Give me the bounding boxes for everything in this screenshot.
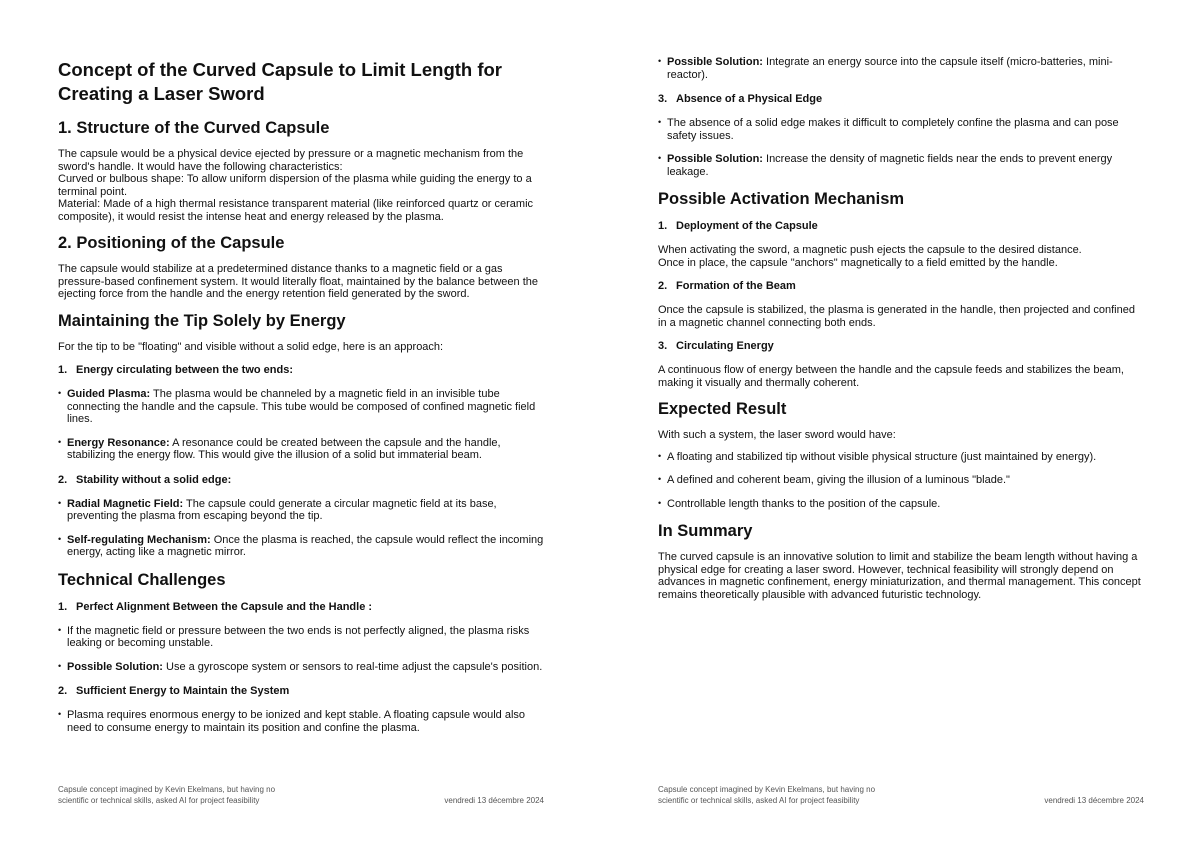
right-page-content: [658, 56, 1146, 610]
subheading-stability: [58, 473, 546, 487]
item-label: Possible Solution:: [667, 153, 763, 165]
section-heading-summary: In Summary: [658, 522, 753, 540]
right-page: [600, 0, 1200, 849]
deployment-line: When activating the sword, a magnetic push ejects the capsule to the desired distance.: [658, 244, 1082, 256]
deployment-paragraph: [658, 244, 1146, 269]
subheading-number: 2.: [58, 473, 68, 486]
structure-line: The capsule would be a physical device ejected by pressure or a magnetic mechanism from the sword's handle. It would have the following characteristics:: [58, 148, 524, 173]
summary-paragraph: The curved capsule is an innovative solution to limit and stabilize the beam length without having a physical edge for creating a laser sword. However, technical feasibility will strongly depend on advances in magnetic confinement, energy miniaturization, and thermal management. This concept remains theoretically plausible with advanced futuristic technology.: [658, 551, 1141, 601]
list-item: [658, 56, 1146, 81]
item-label: Energy Resonance:: [67, 436, 170, 449]
item-text: Increase the density of magnetic fields near the ends to prevent energy leakage.: [667, 153, 1113, 178]
subheading-title: Deployment of the Capsule: [676, 220, 818, 232]
list-item: [58, 534, 546, 559]
subheading-circulating-energy: [658, 339, 1146, 353]
item-text: Use a gyroscope system or sensors to real-time adjust the capsule's position.: [162, 660, 543, 673]
footer-date: vendredi 13 décembre 2024: [1044, 796, 1144, 805]
tip-energy-intro: For the tip to be "floating" and visible without a solid edge, here is an approach:: [58, 340, 444, 353]
absence-edge-list: [658, 117, 1146, 178]
list-item: [58, 498, 546, 523]
list-item: • Controllable length thanks to the position of the capsule.: [658, 498, 1146, 511]
section-heading-challenges: Technical Challenges: [58, 570, 226, 589]
footer-date: vendredi 13 décembre 2024: [444, 796, 544, 805]
subheading-title: Stability without a solid edge:: [76, 473, 232, 486]
list-item: [58, 709, 546, 734]
circulating-energy-paragraph: A continuous flow of energy between the handle and the capsule feeds and stabilizes the beam, making it visually and thermally coherent.: [658, 364, 1124, 389]
list-item: [58, 661, 546, 674]
deployment-line: Once in place, the capsule "anchors" magnetically to a field emitted by the handle.: [658, 256, 1058, 269]
structure-line: Material: Made of a high thermal resistance transparent material (like reinforced quartz or ceramic composite), it would resist the intense heat and energy released by the plasma.: [58, 198, 534, 223]
item-text: The absence of a solid edge makes it difficult to completely confine the plasma and can pose safety issues.: [667, 117, 1119, 142]
energy-maintain-list: [58, 709, 546, 734]
subheading-title: Sufficient Energy to Maintain the System: [76, 685, 290, 697]
subheading-alignment: [58, 600, 546, 614]
subheading-deployment: [658, 219, 1146, 233]
subheading-number: 2.: [58, 685, 68, 697]
subheading-energy-maintain: [58, 684, 546, 698]
section-heading-activation: Possible Activation Mechanism: [658, 190, 905, 208]
left-page-content: [58, 56, 546, 745]
energy-solution-list: [658, 56, 1146, 81]
list-item: • A defined and coherent beam, giving the illusion of a luminous "blade.": [658, 474, 1146, 487]
subheading-number: 1.: [58, 600, 68, 613]
subheading-title: Formation of the Beam: [676, 280, 796, 292]
subheading-energy-circulating: [58, 363, 546, 377]
document-title: Concept of the Curved Capsule to Limit Length for Creating a Laser Sword: [58, 59, 502, 104]
alignment-list: [58, 625, 546, 674]
subheading-title: Energy circulating between the two ends:: [76, 364, 293, 376]
subheading-absence-edge: [658, 92, 1146, 106]
item-label: Possible Solution:: [67, 660, 163, 673]
section-heading-expected-result: Expected Result: [658, 400, 787, 418]
energy-circulating-list: [58, 388, 546, 462]
item-text: Integrate an energy source into the capsule itself (micro-batteries, mini-reactor).: [667, 56, 1113, 81]
item-label: Self-regulating Mechanism:: [67, 533, 211, 546]
section-heading-structure: 1. Structure of the Curved Capsule: [58, 119, 330, 137]
subheading-number: 2.: [658, 280, 668, 292]
item-text: Plasma requires enormous energy to be ionized and kept stable. A floating capsule would also need to consume energy to maintain its position and confine the plasma.: [67, 709, 526, 734]
subheading-beam-formation: [658, 279, 1146, 293]
structure-paragraph: [58, 148, 546, 223]
list-item: [658, 153, 1146, 178]
footer-credit: Capsule concept imagined by Kevin Ekelmans, but having no scientific or technical skills, asked AI for project feasibility: [58, 785, 276, 805]
item-label: Possible Solution:: [667, 56, 763, 68]
beam-formation-paragraph: Once the capsule is stabilized, the plasma is generated in the handle, then projected and confined in a magnetic channel connecting both ends.: [658, 304, 1135, 329]
structure-line: Curved or bulbous shape: To allow uniform dispersion of the plasma while guiding the energy to a terminal point.: [58, 173, 532, 198]
list-item: [58, 625, 546, 650]
subheading-title: Circulating Energy: [676, 340, 774, 352]
section-heading-tip-energy: Maintaining the Tip Solely by Energy: [58, 311, 346, 330]
list-item: [58, 437, 546, 462]
item-text: A resonance could be created between the capsule and the handle, stabilizing the energy flow. This would give the illusion of a solid but immaterial beam.: [67, 436, 501, 461]
footer-credit: Capsule concept imagined by Kevin Ekelmans, but having no scientific or technical skills, asked AI for project feasibility: [658, 785, 876, 805]
positioning-paragraph: The capsule would stabilize at a predetermined distance thanks to a magnetic field or a gas pressure-based confinement system. It would literally float, maintained by the balance between the ejecting force from the handle and the energy retention field generated by the sword.: [58, 263, 538, 300]
subheading-title: Perfect Alignment Between the Capsule and the Handle :: [76, 600, 373, 613]
list-item: [58, 388, 546, 426]
list-item: [658, 117, 1146, 142]
subheading-number: 1.: [658, 220, 668, 232]
stability-list: [58, 498, 546, 559]
item-label: Guided Plasma:: [67, 388, 151, 400]
item-text: The capsule could generate a circular magnetic field at its base, preventing the plasma from escaping beyond the tip.: [67, 497, 497, 522]
expected-result-list: [658, 451, 1146, 511]
item-text: The plasma would be channeled by a magnetic field in an invisible tube connecting the handle and the capsule. This tube would be composed of confined magnetic field lines.: [67, 388, 536, 425]
item-text: Once the plasma is reached, the capsule would reflect the incoming energy, acting like a magnetic mirror.: [67, 533, 544, 558]
item-text: If the magnetic field or pressure between the two ends is not perfectly aligned, the plasma risks leaking or becoming unstable.: [67, 624, 530, 649]
section-heading-positioning: 2. Positioning of the Capsule: [58, 234, 285, 252]
subheading-number: 3.: [658, 93, 668, 105]
subheading-title: Absence of a Physical Edge: [676, 93, 823, 105]
list-item: • A floating and stabilized tip without visible physical structure (just maintained by energy).: [658, 451, 1146, 464]
subheading-number: 1.: [58, 364, 68, 376]
subheading-number: 3.: [658, 340, 668, 352]
expected-result-intro: With such a system, the laser sword would have:: [658, 429, 896, 441]
item-label: Radial Magnetic Field:: [67, 497, 184, 510]
